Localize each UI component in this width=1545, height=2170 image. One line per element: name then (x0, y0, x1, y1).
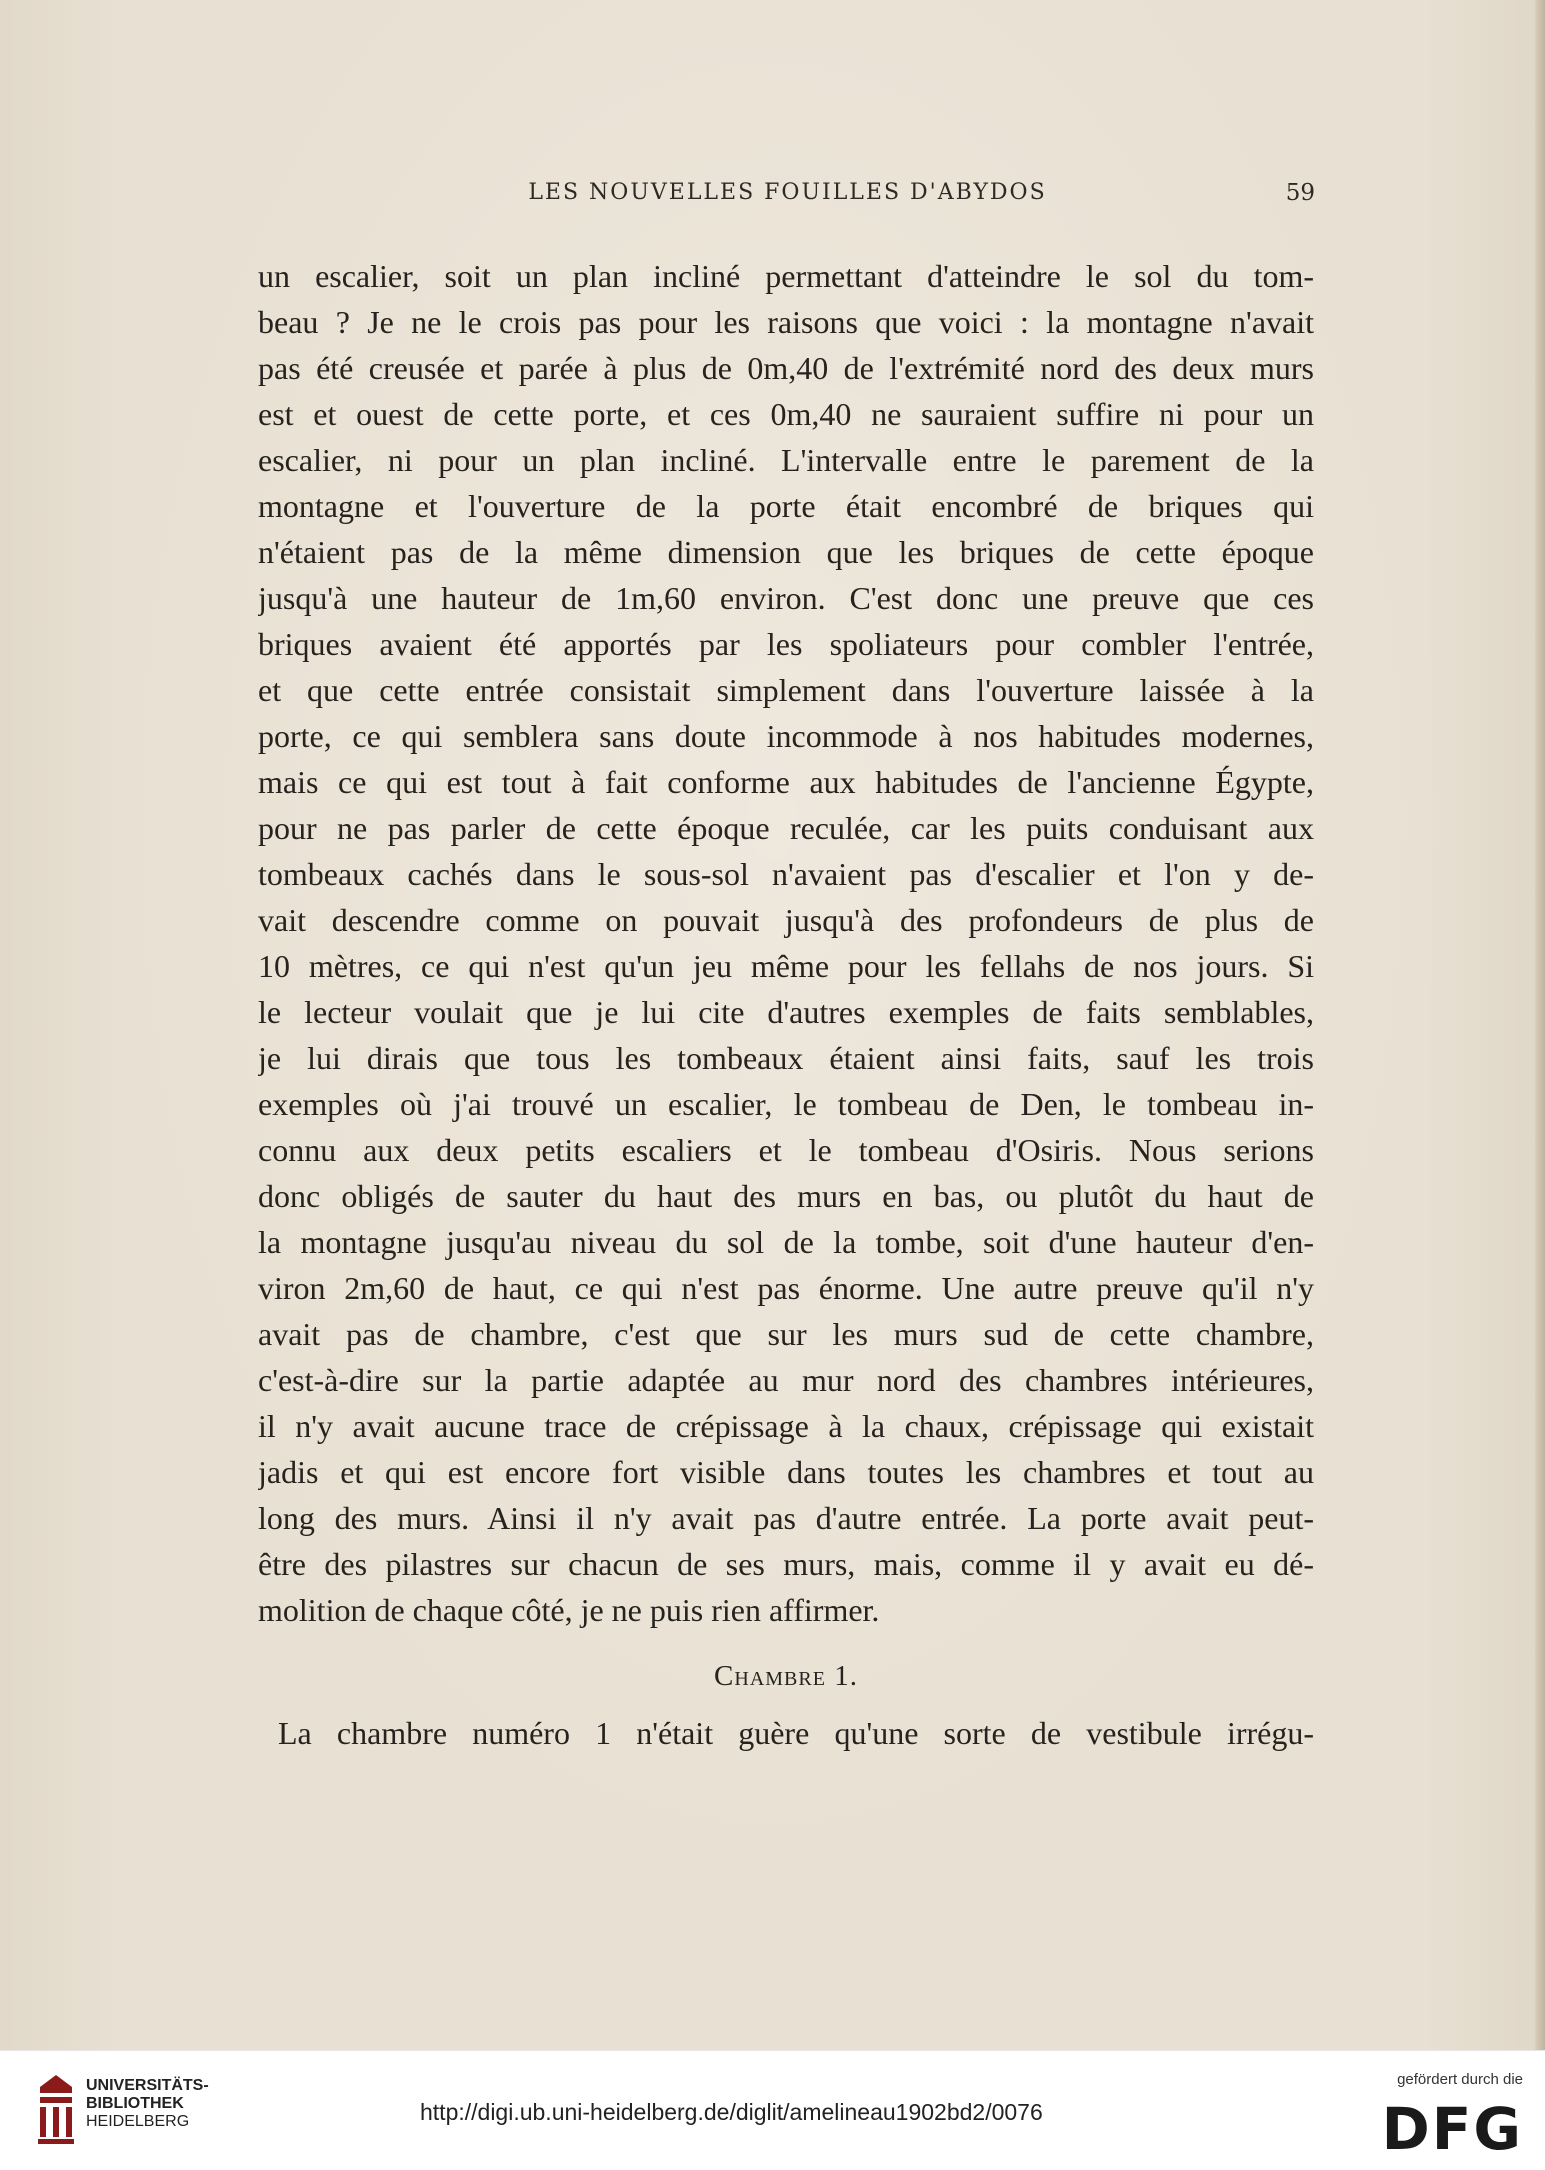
library-name-line-3: HEIDELBERG (86, 2113, 190, 2130)
running-title: LES NOUVELLES FOUILLES D'ABYDOS (528, 180, 1047, 205)
text-line: jusqu'à une hauteur de 1m,60 environ. C'est donc une preuve que ces (258, 580, 1314, 616)
text-line: viron 2m,60 de haut, ce qui n'est pas énorme. Une autre preuve qu'il n'y (258, 1270, 1314, 1306)
text-line: le lecteur voulait que je lui cite d'autres exemples de faits semblables, (258, 994, 1314, 1030)
text-line: exemples où j'ai trouvé un escalier, le tombeau de Den, le tombeau in- (258, 1086, 1314, 1122)
text-line: beau ? Je ne le crois pas pour les raisons que voici : la montagne n'avait (258, 304, 1314, 340)
university-library-logo-icon (36, 2073, 76, 2145)
text-line: il n'y avait aucune trace de crépissage à la chaux, crépissage qui existait (258, 1408, 1314, 1444)
text-line: connu aux deux petits escaliers et le tombeau d'Osiris. Nous serions (258, 1132, 1314, 1168)
running-header (260, 180, 1315, 220)
text-line: est et ouest de cette porte, et ces 0m,40 ne sauraient suffire ni pour un (258, 396, 1314, 432)
text-line: montagne et l'ouverture de la porte était encombré de briques qui (258, 488, 1314, 524)
text-line: La chambre numéro 1 n'était guère qu'une sorte de vestibule irrégu- (278, 1715, 1314, 1751)
library-name-line-2: BIBLIOTHEK (86, 2095, 184, 2112)
text-line: donc obligés de sauter du haut des murs en bas, ou plutôt du haut de (258, 1178, 1314, 1214)
text-line: escalier, ni pour un plan incliné. L'intervalle entre le parement de la (258, 442, 1314, 478)
text-line: être des pilastres sur chacun de ses murs, mais, comme il y avait eu dé- (258, 1546, 1314, 1582)
text-line: avait pas de chambre, c'est que sur les murs sud de cette chambre, (258, 1316, 1314, 1352)
page-number: 59 (1285, 180, 1315, 206)
footer-bar (0, 2050, 1545, 2170)
text-line: pas été creusée et parée à plus de 0m,40 de l'extrémité nord des deux murs (258, 350, 1314, 386)
text-line: c'est-à-dire sur la partie adaptée au mur nord des chambres intérieures, (258, 1362, 1314, 1398)
text-line: pour ne pas parler de cette époque reculée, car les puits conduisant aux (258, 810, 1314, 846)
funded-by-label: gefördert durch die (1397, 2071, 1523, 2088)
text-line: mais ce qui est tout à fait conforme aux habitudes de l'ancienne Égypte, (258, 764, 1314, 800)
body-text (258, 253, 1314, 1633)
paragraph-start (258, 1710, 1314, 1756)
library-name-line-1: UNIVERSITÄTS- (86, 2077, 209, 2094)
text-line: et que cette entrée consistait simplement dans l'ouverture laissée à la (258, 672, 1314, 708)
text-line: porte, ce qui semblera sans doute incommode à nos habitudes modernes, (258, 718, 1314, 754)
text-line-paragraph-end: molition de chaque côté, je ne puis rien affirmer. (258, 1592, 880, 1628)
text-line: long des murs. Ainsi il n'y avait pas d'autre entrée. La porte avait peut- (258, 1500, 1314, 1536)
library-name (86, 2077, 209, 2131)
dfg-logo: DFG (1381, 2095, 1523, 2163)
text-line: n'étaient pas de la même dimension que les briques de cette époque (258, 534, 1314, 570)
section-heading: Chambre 1. (714, 1660, 858, 1692)
text-line: un escalier, soit un plan incliné permettant d'atteindre le sol du tom- (258, 258, 1314, 294)
text-line: jadis et qui est encore fort visible dans toutes les chambres et tout au (258, 1454, 1314, 1490)
text-line: 10 mètres, ce qui n'est qu'un jeu même pour les fellahs de nos jours. Si (258, 948, 1314, 984)
text-line: vait descendre comme on pouvait jusqu'à des profondeurs de plus de (258, 902, 1314, 938)
text-line: briques avaient été apportés par les spoliateurs pour combler l'entrée, (258, 626, 1314, 662)
permalink-url[interactable]: http://digi.ub.uni-heidelberg.de/diglit/amelineau1902bd2/0076 (420, 2099, 1043, 2125)
text-line: la montagne jusqu'au niveau du sol de la tombe, soit d'une hauteur d'en- (258, 1224, 1314, 1260)
text-line: tombeaux cachés dans le sous-sol n'avaient pas d'escalier et l'on y de- (258, 856, 1314, 892)
page-edge (1535, 0, 1545, 2050)
text-line: je lui dirais que tous les tombeaux étaient ainsi faits, sauf les trois (258, 1040, 1314, 1076)
